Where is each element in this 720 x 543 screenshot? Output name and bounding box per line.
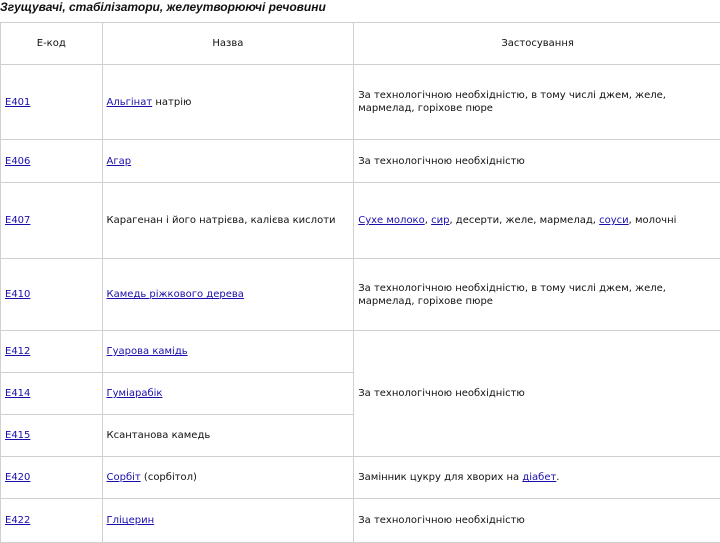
header-name: Назва (102, 23, 354, 65)
code-link[interactable]: E422 (5, 515, 30, 526)
name-text: Ксантанова камедь (102, 415, 354, 457)
code-link[interactable]: E415 (5, 430, 30, 441)
usage-link-diabetes[interactable]: діабет (522, 472, 556, 483)
usage-text: За технологічною необхідністю, в тому числі джем, желе, мармелад, горіхове пюре (354, 259, 720, 331)
table-row (1, 259, 720, 331)
header-code: Е-код (1, 23, 103, 65)
name-link[interactable]: Камедь ріжкового дерева (107, 289, 244, 300)
name-link[interactable]: Агар (107, 156, 132, 167)
usage-text: Сухе молоко, сир, десерти, желе, мармелад, соуси, молочні (354, 183, 720, 259)
table-header-row (1, 23, 720, 65)
page-title: Згущувачі, стабілізатори, желеутворюючі речовини (0, 0, 326, 16)
code-link[interactable]: E420 (5, 472, 30, 483)
code-link[interactable]: E414 (5, 388, 30, 399)
usage-link-dry-milk[interactable]: Сухе молоко (358, 215, 424, 226)
header-usage: Застосування (354, 23, 720, 65)
table-row (1, 457, 720, 499)
code-link[interactable]: E407 (5, 215, 30, 226)
usage-text: За технологічною необхідністю (354, 499, 720, 543)
name-link[interactable]: Гліцерин (107, 515, 155, 526)
additives-table (0, 22, 720, 543)
code-link[interactable]: E406 (5, 156, 30, 167)
usage-text: За технологічною необхідністю (354, 331, 720, 457)
usage-link-cheese[interactable]: сир (431, 215, 449, 226)
usage-text: За технологічною необхідністю (354, 140, 720, 183)
code-link[interactable]: E401 (5, 97, 30, 108)
table-row (1, 65, 720, 140)
name-text: Карагенан і його натрієва, калієва кислоти (102, 183, 354, 259)
table-row (1, 499, 720, 543)
name-text: (сорбітол) (141, 472, 197, 483)
name-link[interactable]: Сорбіт (107, 472, 141, 483)
name-link[interactable]: Альгінат (107, 97, 153, 108)
name-link[interactable]: Гуарова камідь (107, 346, 188, 357)
usage-text: Замінник цукру для хворих на діабет. (354, 457, 720, 499)
table-row (1, 331, 720, 373)
table-row (1, 140, 720, 183)
table-row (1, 183, 720, 259)
usage-link-sauces[interactable]: соуси (599, 215, 629, 226)
code-link[interactable]: E410 (5, 289, 30, 300)
name-link[interactable]: Гуміарабік (107, 388, 163, 399)
code-link[interactable]: E412 (5, 346, 30, 357)
name-text: натрію (152, 97, 191, 108)
usage-text: За технологічною необхідністю, в тому числі джем, желе, мармелад, горіхове пюре (354, 65, 720, 140)
